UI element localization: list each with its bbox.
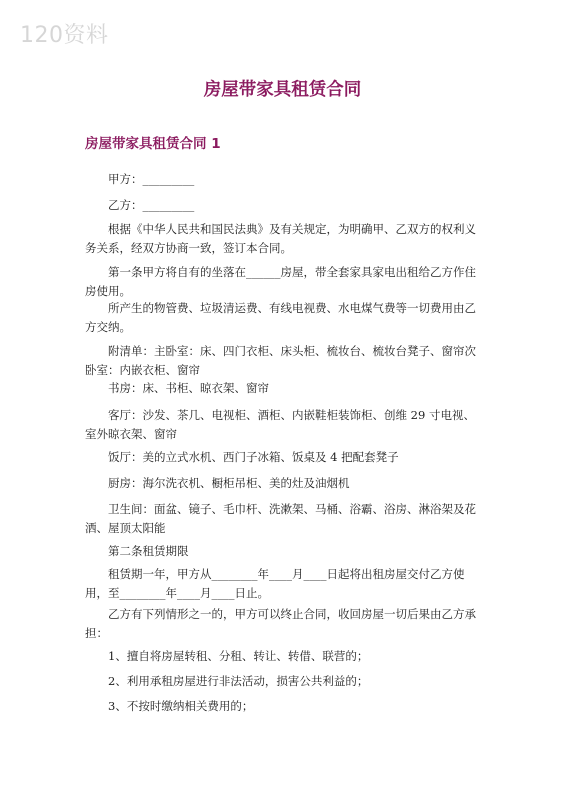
article-2-heading: 第二条租赁期限: [108, 544, 189, 558]
article-1-paragraph: 第一条甲方将自有的坐落在______房屋，带全套家具家电出租给乙方作住房使用。: [85, 265, 476, 298]
inventory-dining-room: 饭厅：美的立式水机、西门子冰箱、饭桌及 4 把配套凳子: [108, 450, 399, 464]
preamble-paragraph: 根据《中华人民共和国民法典》及有关规定，为明确甲、乙双方的权利义务关系，经双方协商一致，签订本合同。: [85, 222, 476, 255]
termination-paragraph: 乙方有下列情形之一的，甲方可以终止合同，收回房屋一切后果由乙方承担：: [85, 607, 476, 640]
lease-term-paragraph: 租赁期一年，甲方从________年____月____日起将出租房屋交付乙方使用，至________年____月____日止。: [85, 567, 465, 600]
termination-item-1: 1、擅自将房屋转租、分租、转让、转借、联营的；: [108, 649, 369, 663]
inventory-bathroom: 卫生间：面盆、镜子、毛巾杆、洗漱架、马桶、浴霸、浴房、淋浴架及花洒、屋顶太阳能: [85, 502, 476, 535]
fees-paragraph: 所产生的物管费、垃圾清运费、有线电视费、水电煤气费等一切费用由乙方交纳。: [85, 301, 476, 334]
section-heading: 房屋带家具租赁合同 1: [85, 136, 221, 152]
inventory-kitchen: 厨房：海尔洗衣机、橱柜吊柜、美的灶及油烟机: [108, 476, 350, 490]
document-title: 房屋带家具租赁合同: [203, 80, 362, 100]
watermark: 120资料: [20, 23, 109, 48]
termination-item-2: 2、利用承租房屋进行非法活动，损害公共利益的；: [108, 674, 369, 688]
termination-item-3: 3、不按时缴纳相关费用的；: [108, 699, 254, 713]
inventory-study: 书房：床、书柜、晾衣架、窗帘: [108, 381, 269, 395]
inventory-bedrooms: 附清单：主卧室：床、四门衣柜、床头柜、梳妆台、梳妆台凳子、窗帘次卧室：内嵌衣柜、窗帘: [85, 344, 476, 377]
party-a-line: 甲方：_________: [108, 172, 195, 186]
party-b-line: 乙方：_________: [108, 198, 195, 212]
inventory-living-room: 客厅：沙发、茶几、电视柜、酒柜、内嵌鞋柜装饰柜、创维 29 寸电视、室外晾衣架、窗帘: [85, 408, 475, 441]
